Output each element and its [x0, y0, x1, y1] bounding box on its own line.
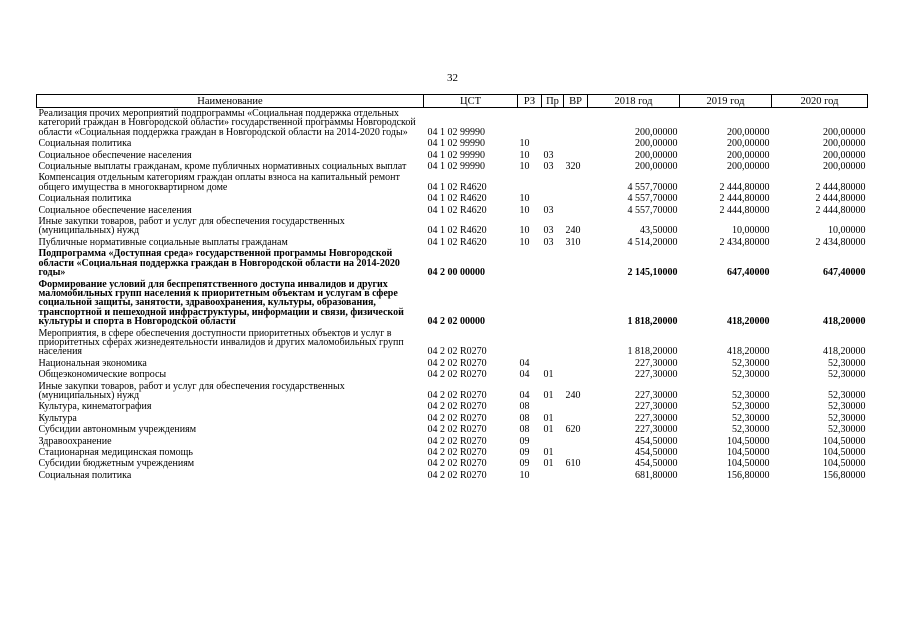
cell-rz: 08 [519, 424, 530, 436]
cell-cst: 04 2 02 00000 [427, 316, 485, 328]
cell-name: Стационарная медицинская помощь [38, 447, 193, 458]
cell-pr: 01 [543, 369, 554, 381]
cell-2020: 104,50000 [823, 435, 866, 447]
cell-pr [542, 138, 564, 149]
cell-2019: 104,50000 [727, 458, 770, 470]
cell-name: Субсидии бюджетным учреждениям [38, 458, 195, 470]
table-row [37, 237, 868, 248]
cell-cst: 04 2 02 R0270 [427, 412, 487, 424]
cell-2020: 156,80000 [823, 469, 866, 481]
cell-pr: 01 [543, 424, 554, 436]
cell-2018: 200,00000 [635, 138, 678, 150]
cell-2018: 454,50000 [635, 435, 678, 447]
cell-rz: 08 [519, 401, 530, 413]
cell-2019: 200,00000 [727, 126, 770, 138]
cell-2019: 52,30000 [732, 357, 770, 369]
cell-vr [564, 447, 588, 458]
cell-2020: 10,00000 [828, 225, 866, 237]
cell-pr [542, 279, 564, 328]
cell-cst: 04 2 02 R0270 [427, 389, 487, 401]
cell-name: Публичные нормативные социальные выплаты гражданам [38, 236, 288, 248]
table-row [37, 369, 868, 380]
cell-2019: 200,00000 [727, 161, 770, 173]
cell-name: Культура [38, 412, 77, 424]
cell-cst: 04 1 02 99990 [427, 138, 485, 150]
col-header-2018: 2018 год [588, 95, 680, 108]
cell-2020: 52,30000 [828, 369, 866, 381]
cell-2020: 52,30000 [828, 401, 866, 413]
cell-rz: 10 [519, 225, 530, 237]
cell-cst: 04 2 02 R0270 [427, 346, 487, 358]
cell-vr: 620 [565, 424, 581, 436]
col-header-rz: РЗ [518, 95, 542, 108]
cell-rz: 08 [519, 412, 530, 424]
cell-2018: 227,30000 [635, 401, 678, 413]
cell-2019: 104,50000 [727, 435, 770, 447]
cell-vr [564, 248, 588, 278]
cell-vr [564, 205, 588, 216]
cell-name: Реализация прочих мероприятий подпрограммы «Социальная поддержка отдельных категорий граждан в Новгородской области» государственной программы Новгородской области «Социальная поддержка граждан в Новгородской области на 2014-2020 годы» [38, 108, 416, 138]
table-row [37, 150, 868, 161]
cell-rz: 10 [519, 204, 530, 216]
cell-cst: 04 1 02 R4620 [427, 193, 487, 205]
col-header-vr: ВР [564, 95, 588, 108]
col-header-name: Наименование [37, 95, 424, 108]
cell-name: Здравоохранение [38, 435, 112, 447]
cell-name: Компенсация отдельным категориям граждан оплаты взноса на капитальный ремонт общего имущества в многоквартирном доме [38, 172, 400, 193]
cell-2018: 1 818,20000 [627, 316, 678, 328]
cell-rz: 04 [519, 357, 530, 369]
cell-2019: 52,30000 [732, 424, 770, 436]
cell-vr: 320 [565, 161, 581, 173]
cell-2018: 4 557,70000 [627, 193, 678, 205]
cell-2019: 200,00000 [727, 138, 770, 150]
cell-2020: 52,30000 [828, 389, 866, 401]
cell-rz: 10 [519, 161, 530, 173]
cell-pr: 03 [543, 161, 554, 173]
cell-rz: 04 [519, 389, 530, 401]
cell-pr: 01 [543, 412, 554, 424]
cell-2019: 200,00000 [727, 149, 770, 161]
cell-vr [564, 172, 588, 193]
cell-rz [518, 172, 542, 193]
cell-2020: 104,50000 [823, 447, 866, 458]
cell-rz: 09 [519, 458, 530, 470]
table-row [37, 172, 868, 193]
cell-vr [564, 108, 588, 139]
cell-rz: 10 [519, 236, 530, 248]
cell-name: Социальная политика [38, 469, 132, 481]
cell-2019: 156,80000 [727, 469, 770, 481]
cell-2019: 2 444,80000 [719, 181, 770, 193]
cell-2019: 418,20000 [727, 316, 770, 328]
cell-2018: 454,50000 [635, 458, 678, 470]
col-header-cst: ЦСТ [424, 95, 518, 108]
cell-2020: 418,20000 [823, 346, 866, 358]
cell-2018: 2 145,10000 [627, 267, 678, 279]
cell-2019: 10,00000 [732, 225, 770, 237]
cell-2019: 52,30000 [732, 401, 770, 413]
cell-2019: 104,50000 [727, 447, 770, 458]
cell-vr [564, 369, 588, 380]
cell-pr [542, 328, 564, 358]
cell-vr: 240 [565, 225, 581, 237]
cell-2018: 1 818,20000 [627, 346, 678, 358]
cell-vr [564, 413, 588, 424]
budget-table [36, 94, 868, 481]
cell-vr [564, 436, 588, 447]
cell-2020: 52,30000 [828, 412, 866, 424]
table-row [37, 413, 868, 424]
cell-vr: 610 [565, 458, 581, 470]
cell-cst: 04 1 02 99990 [427, 126, 485, 138]
table-row [37, 381, 868, 402]
table-row [37, 248, 868, 278]
cell-name: Культура, кинематография [38, 401, 152, 413]
table-row [37, 216, 868, 237]
cell-cst: 04 2 02 R0270 [427, 458, 487, 470]
cell-vr: 240 [565, 389, 581, 401]
cell-name: Общеэкономические вопросы [38, 369, 167, 381]
cell-2019: 52,30000 [732, 389, 770, 401]
cell-2020: 2 444,80000 [815, 204, 866, 216]
cell-rz: 10 [519, 149, 530, 161]
cell-pr [542, 172, 564, 193]
table-row [37, 193, 868, 204]
cell-cst: 04 2 02 R0270 [427, 469, 487, 481]
cell-pr: 03 [543, 204, 554, 216]
cell-cst: 04 2 02 R0270 [427, 401, 487, 413]
cell-rz: 10 [519, 193, 530, 205]
cell-2019: 647,40000 [727, 267, 770, 279]
cell-rz: 09 [519, 447, 530, 458]
table-row [37, 458, 868, 469]
cell-2018: 227,30000 [635, 412, 678, 424]
cell-2018: 200,00000 [635, 126, 678, 138]
cell-pr: 01 [543, 389, 554, 401]
cell-name: Социальные выплаты гражданам, кроме публичных нормативных социальных выплат [38, 161, 407, 173]
cell-2018: 227,30000 [635, 389, 678, 401]
cell-2018: 4 514,20000 [627, 236, 678, 248]
cell-cst: 04 2 02 R0270 [427, 447, 487, 458]
cell-name: Социальная политика [38, 193, 132, 205]
cell-cst: 04 2 02 R0270 [427, 435, 487, 447]
table-row [37, 436, 868, 447]
cell-pr [542, 358, 564, 369]
cell-name: Иные закупки товаров, работ и услуг для обеспечения государственных (муниципальных) нужд [38, 216, 345, 237]
table-row [37, 358, 868, 369]
cell-pr [542, 470, 564, 481]
cell-name: Социальное обеспечение населения [38, 204, 192, 216]
cell-2019: 52,30000 [732, 412, 770, 424]
cell-cst: 04 2 02 R0270 [427, 424, 487, 436]
cell-name: Формирование условий для беспрепятственного доступа инвалидов и других маломобильных групп населения к приоритетным объектам и услугам в сфере социальной защиты, занятости, здравоохранения, культуры, образования, транспортной и пешеходной инфраструктуры, информации и связи, физической культуры и спорта в Новгородской области [38, 278, 404, 328]
cell-cst: 04 1 02 99990 [427, 149, 485, 161]
cell-pr [542, 436, 564, 447]
cell-cst: 04 1 02 R4620 [427, 225, 487, 237]
cell-vr [564, 328, 588, 358]
cell-2020: 418,20000 [823, 316, 866, 328]
cell-rz [518, 279, 542, 328]
cell-name: Социальная политика [38, 138, 132, 150]
table-row [37, 447, 868, 458]
cell-2020: 2 444,80000 [815, 181, 866, 193]
cell-cst: 04 1 02 R4620 [427, 236, 487, 248]
cell-pr [542, 108, 564, 139]
cell-2018: 227,30000 [635, 424, 678, 436]
cell-name: Подпрограмма «Доступная среда» государственной программы Новгородской области «Социальная поддержка граждан в Новгородской области на 2014-2020 годы» [38, 248, 400, 279]
cell-rz: 10 [519, 469, 530, 481]
cell-2018: 227,30000 [635, 369, 678, 381]
col-header-2019: 2019 год [680, 95, 772, 108]
table-row [37, 328, 868, 358]
table-row [37, 205, 868, 216]
cell-pr: 03 [543, 236, 554, 248]
cell-2018: 4 557,70000 [627, 181, 678, 193]
cell-pr: 03 [543, 149, 554, 161]
cell-2020: 200,00000 [823, 138, 866, 150]
table-row [37, 108, 868, 139]
cell-2020: 2 434,80000 [815, 236, 866, 248]
table-row [37, 424, 868, 435]
cell-rz: 04 [519, 369, 530, 381]
cell-vr [564, 138, 588, 149]
cell-2018: 43,50000 [640, 225, 678, 237]
cell-name: Мероприятия, в сфере обеспечения доступности приоритетных объектов и услуг в приоритетных сферах жизнедеятельности инвалидов и других маломобильных групп населения [38, 327, 404, 358]
cell-cst: 04 1 02 R4620 [427, 204, 487, 216]
cell-rz [518, 248, 542, 278]
cell-2018: 200,00000 [635, 161, 678, 173]
cell-pr: 01 [543, 458, 554, 470]
cell-vr: 310 [565, 236, 581, 248]
page-number: 32 [447, 72, 458, 84]
cell-cst: 04 1 02 R4620 [427, 181, 487, 193]
cell-name: Субсидии автономным учреждениям [38, 424, 197, 436]
cell-vr [564, 150, 588, 161]
cell-2020: 104,50000 [823, 458, 866, 470]
cell-rz: 10 [519, 138, 530, 150]
table-row [37, 470, 868, 481]
cell-2020: 52,30000 [828, 424, 866, 436]
cell-2018: 4 557,70000 [627, 204, 678, 216]
cell-rz [518, 108, 542, 139]
table-row [37, 401, 868, 412]
cell-2019: 2 434,80000 [719, 236, 770, 248]
cell-vr [564, 193, 588, 204]
cell-pr: 01 [543, 447, 554, 458]
table-row [37, 138, 868, 149]
col-header-2020: 2020 год [772, 95, 868, 108]
cell-2020: 200,00000 [823, 126, 866, 138]
cell-2018: 454,50000 [635, 447, 678, 458]
cell-name: Социальное обеспечение населения [38, 149, 192, 161]
cell-2018: 200,00000 [635, 149, 678, 161]
cell-2019: 2 444,80000 [719, 204, 770, 216]
cell-2019: 418,20000 [727, 346, 770, 358]
cell-vr [564, 470, 588, 481]
cell-name: Иные закупки товаров, работ и услуг для обеспечения государственных (муниципальных) нужд [38, 380, 345, 401]
cell-vr [564, 358, 588, 369]
cell-cst: 04 2 02 R0270 [427, 369, 487, 381]
cell-pr [542, 248, 564, 278]
cell-2018: 227,30000 [635, 357, 678, 369]
table-row [37, 161, 868, 172]
cell-vr [564, 401, 588, 412]
cell-pr [542, 401, 564, 412]
cell-2019: 2 444,80000 [719, 193, 770, 205]
table-header-row [37, 95, 868, 108]
cell-cst: 04 1 02 99990 [427, 161, 485, 173]
table-body [37, 108, 868, 482]
cell-rz [518, 328, 542, 358]
col-header-pr: Пр [542, 95, 564, 108]
cell-2020: 647,40000 [823, 267, 866, 279]
cell-2020: 52,30000 [828, 357, 866, 369]
cell-2018: 681,80000 [635, 469, 678, 481]
cell-cst: 04 2 00 00000 [427, 267, 485, 279]
cell-2019: 52,30000 [732, 369, 770, 381]
table-row [37, 279, 868, 328]
cell-2020: 200,00000 [823, 161, 866, 173]
cell-cst: 04 2 02 R0270 [427, 357, 487, 369]
cell-vr [564, 279, 588, 328]
cell-2020: 2 444,80000 [815, 193, 866, 205]
cell-rz: 09 [519, 435, 530, 447]
cell-2020: 200,00000 [823, 149, 866, 161]
cell-pr: 03 [543, 225, 554, 237]
cell-pr [542, 193, 564, 204]
cell-name: Национальная экономика [38, 357, 147, 369]
